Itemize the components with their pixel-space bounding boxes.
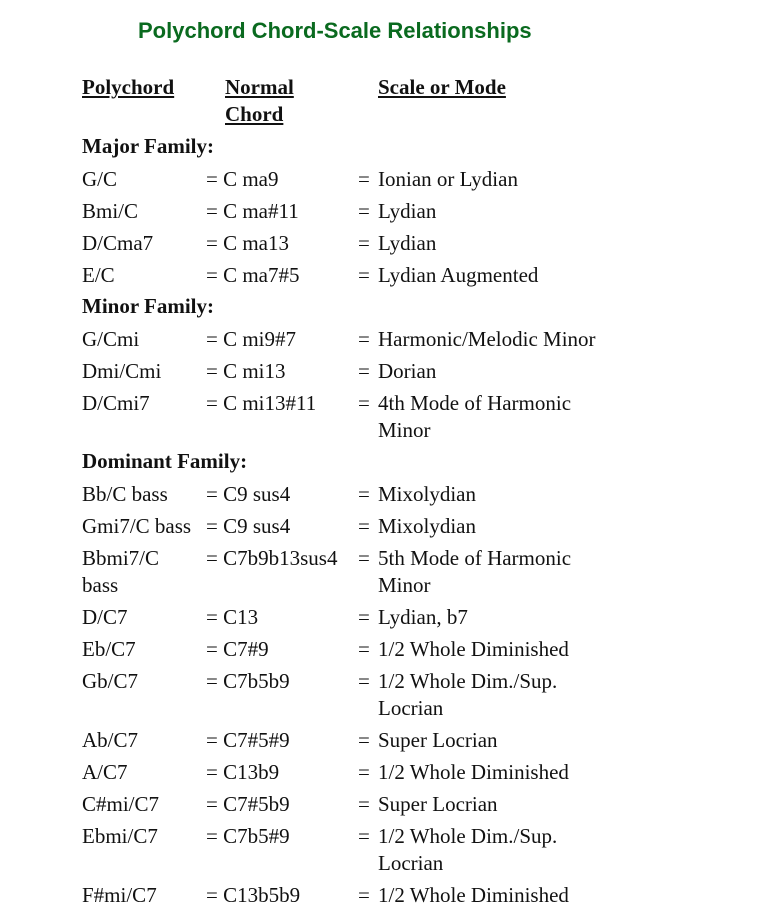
scale-cell	[358, 230, 436, 257]
section-dominant-family: Dominant Family:	[82, 449, 248, 473]
polychord-cell: Gb/C7	[82, 669, 139, 693]
header-polychord: Polychord	[82, 75, 175, 99]
scale-cell	[358, 198, 436, 225]
equals-sign: =	[358, 263, 370, 287]
scale-text: Ionian or Lydian	[378, 167, 518, 191]
polychord-cell: A/C7	[82, 760, 128, 784]
polychord-cell: E/C	[82, 263, 115, 287]
equals-sign: =	[358, 669, 370, 693]
equals-sign: =	[358, 482, 370, 506]
header-normal-line2: Chord	[225, 102, 284, 126]
scale-text: 5th Mode of Harmonic	[378, 546, 572, 570]
scale-cell	[358, 481, 476, 508]
section-minor-family: Minor Family:	[82, 294, 215, 318]
equals-sign: =	[358, 231, 370, 255]
polychord-cell: Ebmi/C7	[82, 824, 158, 848]
scale-cell	[358, 513, 476, 540]
polychord-cell: Bmi/C	[82, 199, 139, 223]
scale-cell	[358, 882, 569, 909]
chord-cell: = C ma#11	[206, 199, 299, 223]
scale-text: Lydian	[378, 231, 437, 255]
equals-sign: =	[358, 514, 370, 538]
header-normal-chord	[225, 74, 294, 128]
scale-cell	[358, 727, 498, 754]
polychord-cell	[82, 545, 159, 599]
scale-cell	[358, 668, 557, 722]
polychord-cell: Ab/C7	[82, 728, 139, 752]
polychord-cell: D/Cma7	[82, 231, 154, 255]
chord-cell: = C7#5#9	[206, 728, 290, 752]
section-major-family: Major Family:	[82, 134, 214, 158]
polychord-text: Bbmi7/C	[82, 546, 160, 570]
scale-cell	[358, 636, 569, 663]
scale-text-continued: Locrian	[378, 696, 444, 720]
scale-text: 1/2 Whole Diminished	[378, 760, 569, 784]
chord-cell: = C7b5#9	[206, 824, 290, 848]
scale-text: 1/2 Whole Diminished	[378, 637, 569, 661]
chord-cell: = C9 sus4	[206, 482, 291, 506]
chord-cell: = C7#5b9	[206, 792, 290, 816]
scale-text: 4th Mode of Harmonic	[378, 391, 572, 415]
scale-text: Mixolydian	[378, 482, 476, 506]
polychord-cell: F#mi/C7	[82, 883, 157, 907]
polychord-cell: D/Cmi7	[82, 391, 150, 415]
chord-cell: = C7#9	[206, 637, 269, 661]
chord-cell: = C ma13	[206, 231, 290, 255]
chord-cell: = C13b9	[206, 760, 280, 784]
scale-cell	[358, 823, 557, 877]
scale-text: Super Locrian	[378, 728, 498, 752]
scale-text: Dorian	[378, 359, 437, 383]
equals-sign: =	[358, 883, 370, 907]
equals-sign: =	[358, 167, 370, 191]
polychord-cell: C#mi/C7	[82, 792, 160, 816]
scale-text-continued: Minor	[378, 418, 431, 442]
equals-sign: =	[358, 824, 370, 848]
chord-cell: = C9 sus4	[206, 514, 291, 538]
scale-text: Harmonic/Melodic Minor	[378, 327, 596, 351]
equals-sign: =	[358, 605, 370, 629]
equals-sign: =	[358, 792, 370, 816]
chord-cell: = C ma9	[206, 167, 279, 191]
equals-sign: =	[358, 391, 370, 415]
polychord-cell: G/Cmi	[82, 327, 140, 351]
chord-cell: = C7b5b9	[206, 669, 290, 693]
scale-text: 1/2 Whole Dim./Sup.	[378, 669, 558, 693]
scale-text: Lydian Augmented	[378, 263, 539, 287]
scale-text: Mixolydian	[378, 514, 476, 538]
polychord-cell: Dmi/Cmi	[82, 359, 162, 383]
chord-cell: = C13	[206, 605, 259, 629]
scale-cell	[358, 262, 538, 289]
polychord-cell: G/C	[82, 167, 118, 191]
scale-text: 1/2 Whole Diminished	[378, 883, 569, 907]
equals-sign: =	[358, 546, 370, 570]
chord-cell: = C ma7#5	[206, 263, 300, 287]
scale-cell	[358, 604, 468, 631]
chord-cell: = C mi13	[206, 359, 286, 383]
chord-cell: = C7b9b13sus4	[206, 546, 338, 570]
scale-cell	[358, 545, 571, 599]
header-normal-line1: Normal	[225, 75, 294, 99]
page-title: Polychord Chord-Scale Relationships	[138, 18, 532, 43]
chord-cell: = C13b5b9	[206, 883, 301, 907]
equals-sign: =	[358, 199, 370, 223]
polychord-cell: D/C7	[82, 605, 128, 629]
equals-sign: =	[358, 359, 370, 383]
scale-cell	[358, 166, 518, 193]
polychord-cell: Bb/C bass	[82, 482, 168, 506]
polychord-text-continued: bass	[82, 573, 119, 597]
scale-cell	[358, 358, 436, 385]
polychord-cell: Gmi7/C bass	[82, 514, 192, 538]
equals-sign: =	[358, 637, 370, 661]
chord-cell: = C mi13#11	[206, 391, 317, 415]
scale-cell	[358, 326, 596, 353]
scale-text: Super Locrian	[378, 792, 498, 816]
scale-cell	[358, 791, 498, 818]
chord-cell: = C mi9#7	[206, 327, 297, 351]
scale-text-continued: Locrian	[378, 851, 444, 875]
equals-sign: =	[358, 327, 370, 351]
polychord-cell: Eb/C7	[82, 637, 136, 661]
scale-cell	[358, 759, 569, 786]
scale-text: Lydian	[378, 199, 437, 223]
scale-cell	[358, 390, 571, 444]
scale-text: 1/2 Whole Dim./Sup.	[378, 824, 558, 848]
scale-text: Lydian, b7	[378, 605, 468, 629]
header-scale-or-mode: Scale or Mode	[378, 75, 506, 99]
equals-sign: =	[358, 760, 370, 784]
scale-text-continued: Minor	[378, 573, 431, 597]
equals-sign: =	[358, 728, 370, 752]
